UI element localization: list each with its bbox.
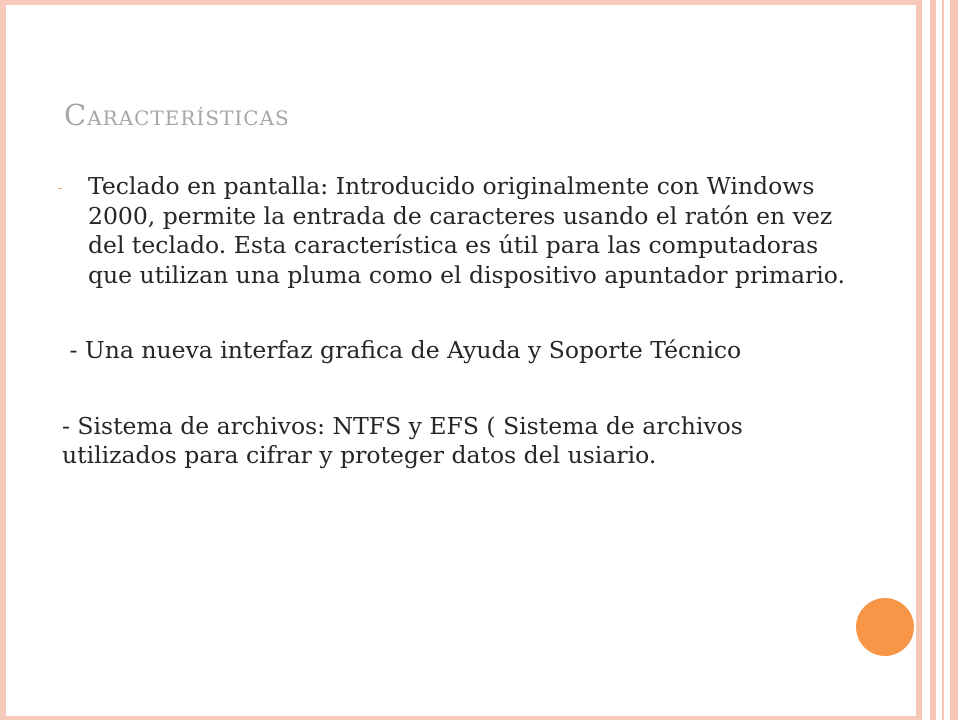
slide-title: Características [64,98,290,132]
stripe [916,0,922,720]
stripe [942,0,944,720]
bullet-marker: - [58,181,63,196]
list-item [58,172,852,290]
stripe [930,0,936,720]
paragraph-teclado: Teclado en pantalla: Introducido originalmente con Windows 2000, permite la entrada de caracteres usando el ratón en vez del teclado. Esta característica es útil para las computadoras que utilizan una pluma como el dispositivo apuntador primario. [88,172,845,289]
decorative-stripes [916,0,960,720]
paragraph-ayuda: - Una nueva interfaz grafica de Ayuda y Soporte Técnico [62,336,742,364]
stripe [950,0,958,720]
slide-content [58,172,852,471]
paragraph-archivos: - Sistema de archivos: NTFS y EFS ( Sistema de archivos utilizados para cifrar y proteger datos del usiario. [62,411,743,469]
accent-circle [856,598,914,656]
